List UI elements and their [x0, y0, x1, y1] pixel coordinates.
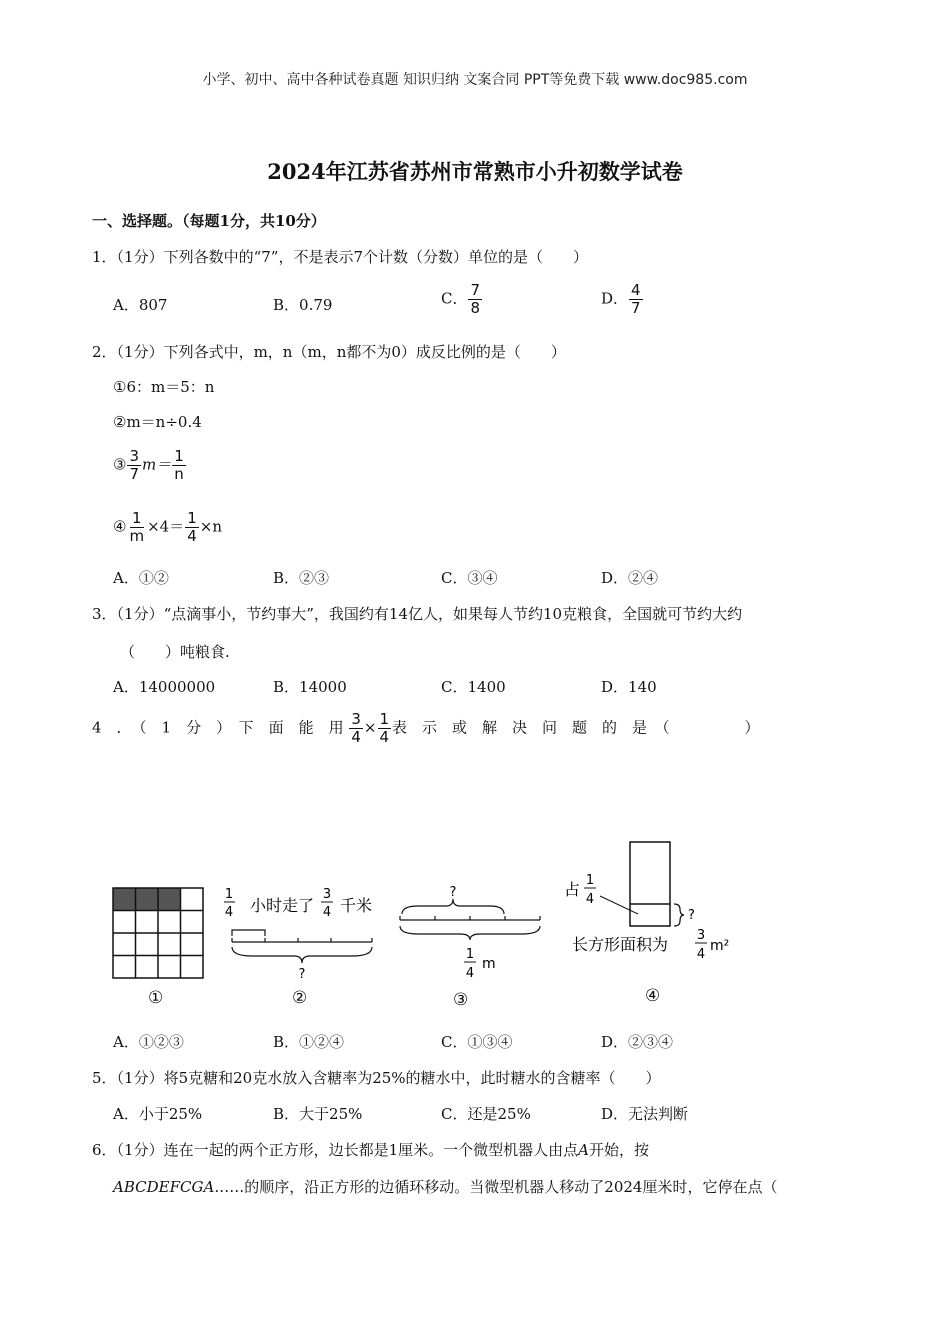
q2-option-b: B．②③	[273, 569, 330, 587]
fraction: $\frac{4}{7}$	[631, 281, 641, 317]
fig4-num2: 3	[696, 928, 706, 943]
fig2-den2: 4	[322, 905, 332, 920]
q2-expr-1: ①6：m＝5：n	[113, 378, 215, 396]
q3-option-b: B．14000	[273, 678, 347, 696]
fraction: $\frac{1}{4}$	[379, 710, 390, 746]
q3-option-d: D．140	[601, 678, 657, 696]
fig2-num: 1	[224, 887, 234, 902]
question-1-stem: 1．（1分）下列各数中的“7”，不是表示7个计数（分数）单位的是（ ）	[92, 248, 589, 266]
fig3-den: 4	[465, 966, 475, 981]
q1-option-d-label: D．	[601, 289, 629, 308]
fig3-unit: m	[482, 956, 496, 972]
q2-expr-2: ②m＝n÷0.4	[113, 413, 202, 431]
figure-4-label: ④	[645, 986, 661, 1006]
q1-option-c	[441, 282, 483, 317]
fraction: $\frac{3}{4}$	[351, 710, 361, 746]
q1-option-a: A．807	[113, 296, 168, 314]
q3-option-c: C．1400	[441, 678, 506, 696]
q2-expr-4: ④ $\frac{1}{m}$ ×4＝ $\frac{1}{4}$ ×n	[113, 509, 222, 545]
grid-shaded-cells	[113, 888, 181, 911]
q5-option-c: C．还是25%	[441, 1105, 531, 1123]
q2-option-d: D．②④	[601, 569, 659, 587]
q1-option-d	[601, 282, 644, 317]
q2-option-a: A．①②	[113, 569, 169, 587]
question-3-stem-line2: （ ）吨粮食.	[120, 643, 230, 661]
fig4-text: 占	[564, 880, 581, 899]
q1-option-c-label: C．	[441, 289, 468, 308]
q5-option-d: D．无法判断	[601, 1105, 689, 1123]
q4-option-c: C．①③④	[441, 1033, 513, 1051]
fraction: $\frac{7}{8}$	[470, 281, 481, 317]
fig4-den2: 4	[696, 947, 706, 962]
figure-2-label: ②	[292, 988, 308, 1008]
fig4-area-text: 长方形面积为	[572, 935, 669, 954]
fraction: $\frac{1}{4}$	[187, 509, 197, 545]
fig3-question-mark: ?	[449, 885, 457, 900]
figure-1-grid	[110, 885, 206, 981]
figure-3-label: ③	[453, 990, 469, 1010]
question-6-stem-line1: 6．（1分）连在一起的两个正方形，边长都是1厘米。一个微型机器人由点A开始，按	[92, 1141, 649, 1159]
fraction: $\frac{1}{n}$	[174, 447, 184, 483]
q4-option-d: D．②③④	[601, 1033, 674, 1051]
fig2-num2: 3	[322, 887, 332, 902]
question-4-stem: 4 ． （ 1 分 ） 下 面 能 用 $\frac{3}{4}$ × $\frac{1}{4}$ 表 示 或 解 决 问 题 的 是 （ ）	[92, 710, 760, 746]
fig4-question-mark: ?	[688, 908, 695, 923]
page-header: 小学、初中、高中各种试卷真题 知识归纳 文案合同 PPT等免费下载 www.doc985.com	[202, 72, 748, 88]
figure-1-label: ①	[148, 988, 164, 1008]
fig2-den: 4	[224, 905, 234, 920]
fig4-num: 1	[585, 873, 595, 888]
q4-option-b: B．①②④	[273, 1033, 345, 1051]
fig2-text2: 千米	[340, 896, 373, 915]
question-5-stem: 5．（1分）将5克糖和20克水放入含糖率为25%的糖水中，此时糖水的含糖率（ ）	[92, 1069, 661, 1087]
fraction: $\frac{3}{7}$	[129, 447, 139, 483]
q1-option-b: B．0.79	[273, 296, 333, 314]
fig4-unit: m²	[710, 938, 730, 954]
figure-3-diagram	[394, 878, 546, 984]
fig2-question-mark: ?	[298, 967, 306, 982]
q5-option-b: B．大于25%	[273, 1105, 363, 1123]
q2-expr-3: ③ $\frac{3}{7}$ m＝ $\frac{1}{n}$	[113, 447, 184, 483]
fig4-den: 4	[585, 892, 595, 907]
question-2-stem: 2．（1分）下列各式中，m，n（m，n都不为0）成反比例的是（ ）	[92, 343, 566, 361]
figure-4-diagram	[560, 838, 740, 972]
q5-option-a: A．小于25%	[113, 1105, 203, 1123]
fig3-num: 1	[465, 947, 475, 962]
q3-option-a: A．14000000	[113, 678, 216, 696]
fig2-text1: 小时走了	[250, 896, 315, 915]
section-heading: 一、选择题。（每题1分，共10分）	[92, 212, 326, 230]
question-3-stem-line1: 3．（1分）“点滴事小，节约事大”，我国约有14亿人，如果每人节约10克粮食，全国就可节约大约	[92, 605, 743, 623]
fraction: $\frac{1}{m}$	[129, 509, 145, 545]
page-title: 2024年江苏省苏州市常熟市小升初数学试卷	[267, 159, 683, 184]
q4-option-a: A．①②③	[113, 1033, 184, 1051]
figure-2-diagram	[222, 884, 382, 984]
question-6-stem-line2: ABCDEFCGA……的顺序，沿正方形的边循环移动。当微型机器人移动了2024厘米时，它停在点（	[113, 1178, 778, 1196]
q2-option-c: C．③④	[441, 569, 498, 587]
